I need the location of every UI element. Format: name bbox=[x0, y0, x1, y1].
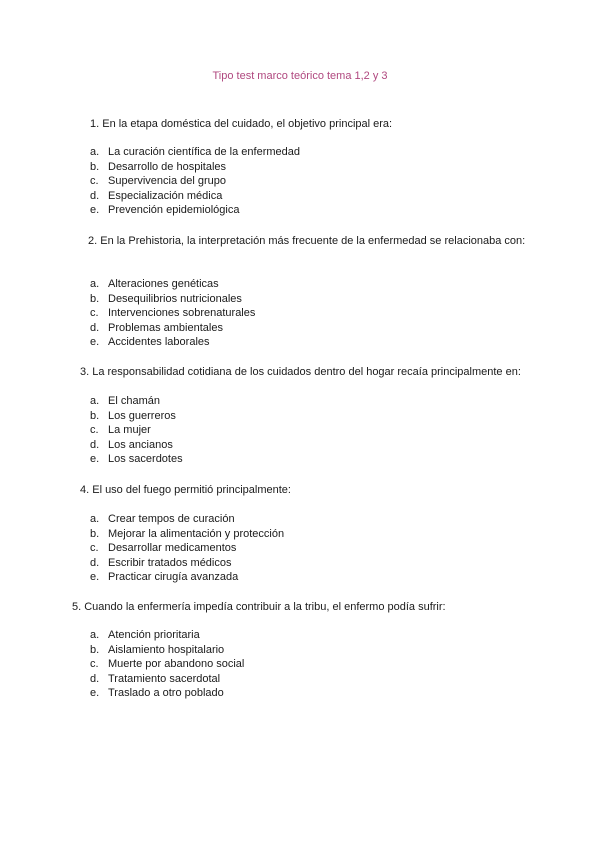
options-5 bbox=[90, 628, 244, 701]
options-4 bbox=[90, 512, 284, 585]
question-5: 5. Cuando la enfermería impedía contribuir a la tribu, el enfermo podía sufrir: bbox=[72, 601, 446, 613]
option: a. Alteraciones genéticas bbox=[90, 278, 219, 290]
option: b. Los guerreros bbox=[90, 409, 176, 422]
option: c. Desarrollar medicamentos bbox=[90, 542, 237, 555]
option: e. Los sacerdotes bbox=[90, 453, 183, 466]
option: c. Supervivencia del grupo bbox=[90, 175, 227, 188]
option: b. Mejorar la alimentación y protección bbox=[90, 527, 285, 540]
option: d. Problemas ambientales bbox=[90, 321, 223, 334]
option: e. Accidentes laborales bbox=[90, 336, 210, 349]
option: d. Especialización médica bbox=[90, 189, 223, 202]
option: b. Desarrollo de hospitales bbox=[90, 160, 227, 173]
question-4: 4. El uso del fuego permitió principalmente: bbox=[80, 484, 291, 496]
option: d. Escribir tratados médicos bbox=[90, 556, 232, 569]
question-2: 2. En la Prehistoria, la interpretación más frecuente de la enfermedad se relacionaba con: bbox=[88, 235, 526, 247]
options-1 bbox=[90, 145, 300, 218]
option: a. Crear tempos de curación bbox=[90, 513, 235, 525]
option: c. La mujer bbox=[90, 424, 151, 437]
option: d. Los ancianos bbox=[90, 438, 173, 451]
options-2 bbox=[90, 277, 255, 350]
option: e. Prevención epidemiológica bbox=[90, 204, 240, 217]
document-title: Tipo test marco teórico tema 1,2 y 3 bbox=[212, 70, 388, 82]
option: c. Muerte por abandono social bbox=[90, 658, 245, 671]
option: a. La curación científica de la enfermedad bbox=[90, 146, 301, 158]
question-3: 3. La responsabilidad cotidiana de los cuidados dentro del hogar recaía principalmente en: bbox=[80, 366, 521, 378]
option: a. El chamán bbox=[90, 395, 160, 407]
option: c. Intervenciones sobrenaturales bbox=[90, 307, 256, 320]
option: b. Aislamiento hospitalario bbox=[90, 643, 225, 656]
option: e. Practicar cirugía avanzada bbox=[90, 571, 239, 584]
option: d. Tratamiento sacerdotal bbox=[90, 672, 221, 685]
options-3 bbox=[90, 394, 183, 467]
option: e. Traslado a otro poblado bbox=[90, 687, 224, 700]
option: b. Desequilibrios nutricionales bbox=[90, 292, 242, 305]
question-1: 1. En la etapa doméstica del cuidado, el objetivo principal era: bbox=[90, 118, 393, 130]
option: a. Atención prioritaria bbox=[90, 629, 200, 641]
